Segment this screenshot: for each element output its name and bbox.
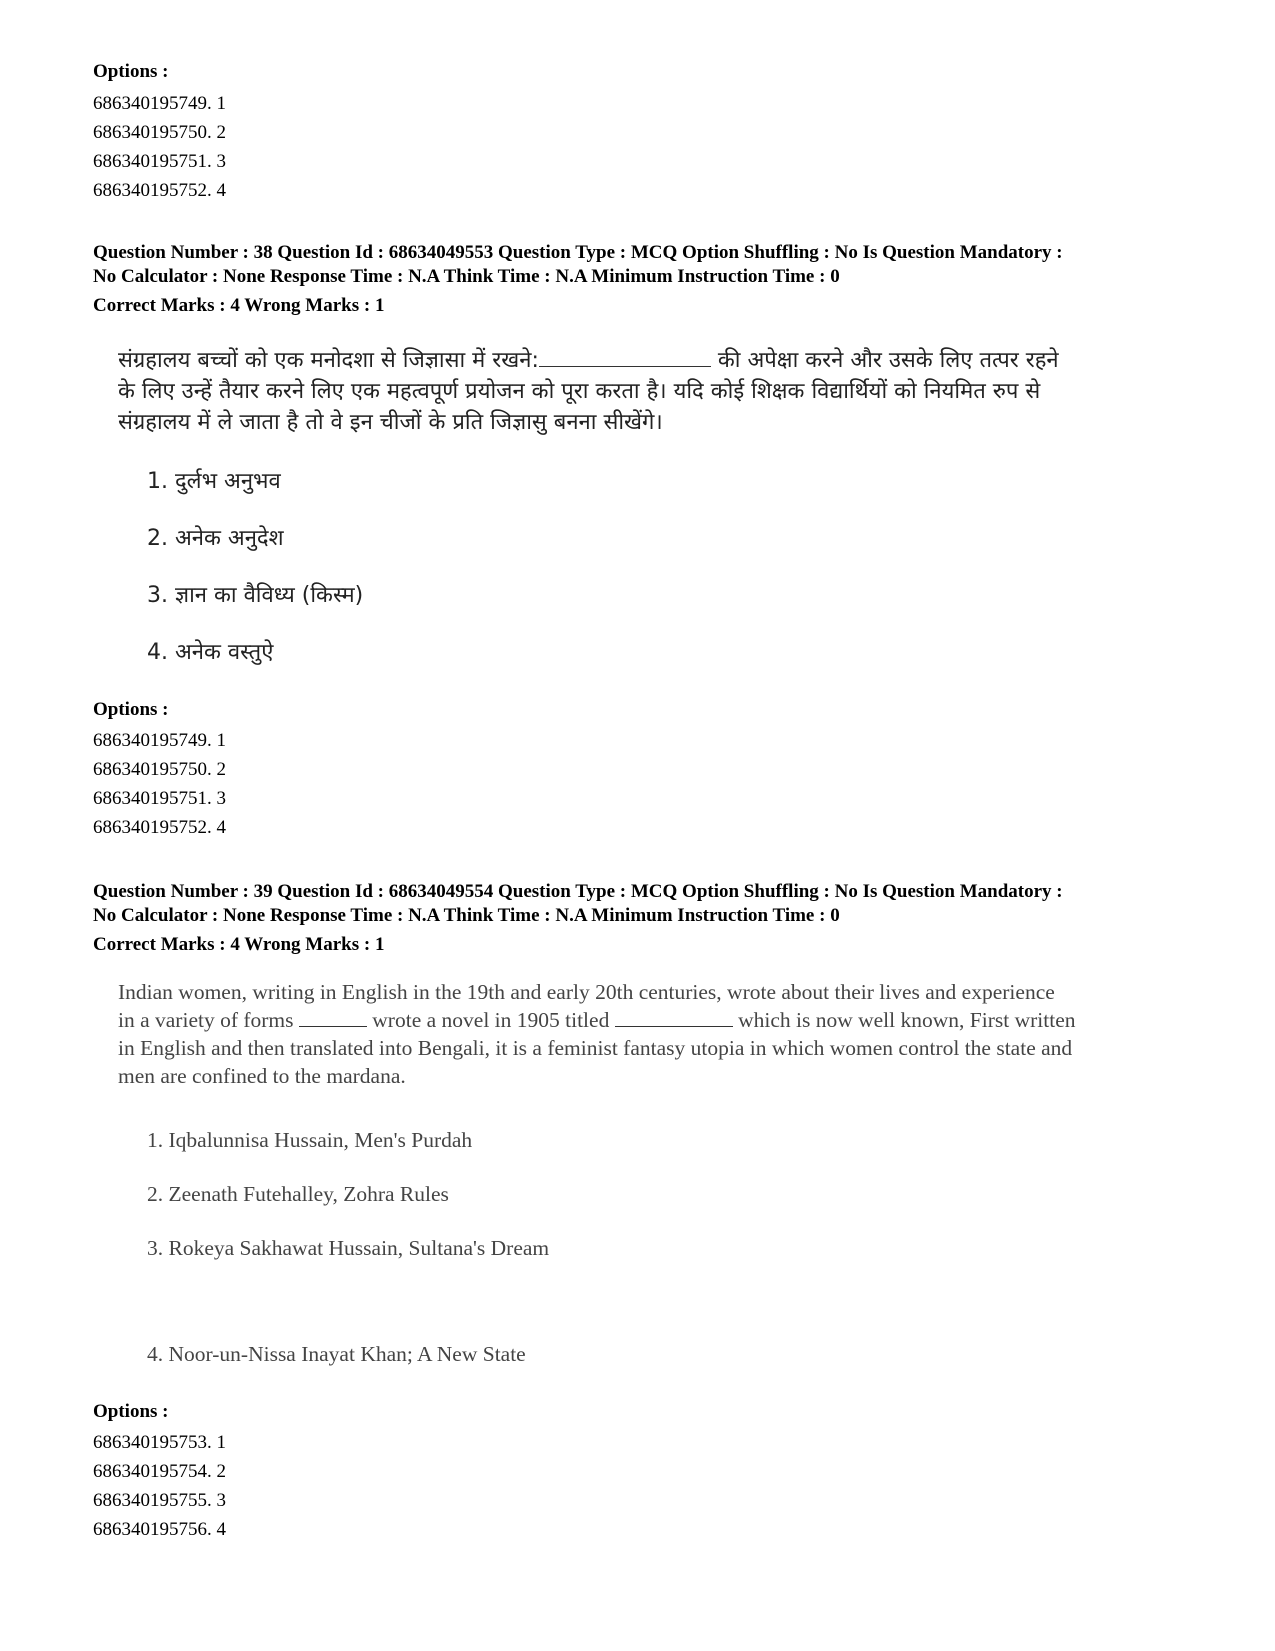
answer-blank [299, 1008, 367, 1027]
choice-2: 2. अनेक अनुदेश [147, 526, 284, 551]
choice-3: 3. Rokeya Sakhawat Hussain, Sultana's Dream [147, 1236, 550, 1260]
choice-4: 4. अनेक वस्तुऐ [147, 640, 274, 665]
options-label: Options : [93, 1401, 169, 1422]
answer-blank [539, 348, 711, 367]
option-line: 686340195751. 3 [93, 788, 226, 809]
option-line: 686340195752. 4 [93, 817, 226, 838]
option-line: 686340195749. 1 [93, 93, 226, 114]
question-38-text [118, 345, 1059, 438]
question-meta-line1: Question Number : 38 Question Id : 68634049553 Question Type : MCQ Option Shuffling : No Is Question Mandatory : [93, 242, 1063, 263]
choice-3: 3. ज्ञान का वैविध्य (किस्म) [147, 583, 364, 608]
options-block-38 [93, 699, 226, 842]
question-marks: Correct Marks : 4 Wrong Marks : 1 [93, 934, 385, 955]
option-line: 686340195750. 2 [93, 759, 226, 780]
question-meta-line1: Question Number : 39 Question Id : 68634049554 Question Type : MCQ Option Shuffling : No Is Question Mandatory : [93, 881, 1063, 902]
choice-4: 4. Noor-un-Nissa Inayat Khan; A New State [147, 1342, 526, 1366]
question-text-part: की अपेक्षा करने और उसके लिए तत्पर रहने [717, 348, 1059, 373]
question-39-text [118, 978, 1076, 1090]
question-meta-line2: No Calculator : None Response Time : N.A Think Time : N.A Minimum Instruction Time : 0 [93, 266, 840, 287]
option-line: 686340195756. 4 [93, 1519, 226, 1540]
option-line: 686340195755. 3 [93, 1490, 226, 1511]
options-label: Options : [93, 699, 169, 720]
option-line: 686340195751. 3 [93, 151, 226, 172]
question-text-line: in English and then translated into Bengali, it is a feminist fantasy utopia in which women control the state and [118, 1036, 1073, 1060]
option-line: 686340195750. 2 [93, 122, 226, 143]
question-text-part: which is now well known, First written [738, 1008, 1076, 1032]
question-39-header [93, 880, 1063, 957]
question-meta-line2: No Calculator : None Response Time : N.A Think Time : N.A Minimum Instruction Time : 0 [93, 905, 840, 926]
option-line: 686340195753. 1 [93, 1432, 226, 1453]
question-text-line: men are confined to the mardana. [118, 1064, 406, 1088]
answer-blank [615, 1008, 733, 1027]
option-line: 686340195752. 4 [93, 180, 226, 201]
question-marks: Correct Marks : 4 Wrong Marks : 1 [93, 295, 385, 316]
question-38-header [93, 241, 1063, 318]
options-label: Options : [93, 61, 169, 82]
question-text-line: के लिए उन्हें तैयार करने लिए एक महत्वपूर्ण प्रयोजन को पूरा करता है। यदि कोई शिक्षक विद्यार्थियों को नियमित रुप से [118, 379, 1041, 404]
question-text-line: Indian women, writing in English in the 19th and early 20th centuries, wrote about their lives and experience [118, 980, 1055, 1004]
choice-1: 1. Iqbalunnisa Hussain, Men's Purdah [147, 1128, 473, 1152]
option-line: 686340195754. 2 [93, 1461, 226, 1482]
question-text-line: संग्रहालय में ले जाता है तो वे इन चीजों के प्रति जिज्ञासु बनना सीखेंगे। [118, 410, 663, 435]
options-block-39 [93, 1401, 226, 1544]
option-line: 686340195749. 1 [93, 730, 226, 751]
question-text-part: in a variety of forms [118, 1008, 294, 1032]
options-block-1 [93, 61, 226, 205]
question-text-part: wrote a novel in 1905 titled [372, 1008, 610, 1032]
choice-1: 1. दुर्लभ अनुभव [147, 469, 281, 494]
question-text-part: संग्रहालय बच्चों को एक मनोदशा से जिज्ञासा में रखने: [118, 348, 539, 373]
choice-2: 2. Zeenath Futehalley, Zohra Rules [147, 1182, 449, 1206]
